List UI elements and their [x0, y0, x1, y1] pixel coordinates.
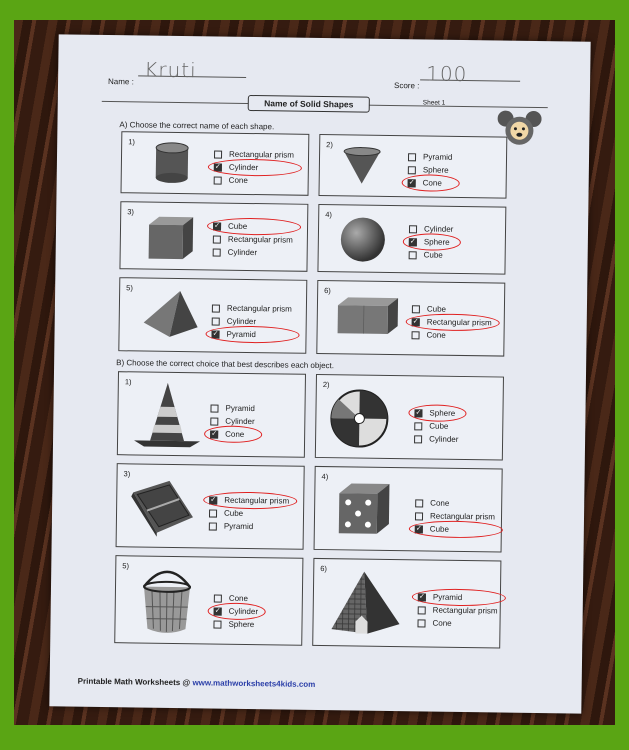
worksheet-title: Name of Solid Shapes: [248, 95, 370, 113]
checkbox[interactable]: ✓: [214, 163, 221, 171]
option-rectangular-prism[interactable]: [418, 603, 498, 617]
option-label: Rectangular prism: [228, 149, 295, 160]
question-a6: [316, 280, 505, 357]
option-sphere[interactable]: [409, 235, 454, 249]
checkbox[interactable]: ✓: [211, 430, 218, 438]
checkbox[interactable]: [214, 176, 222, 184]
checkbox[interactable]: [209, 509, 217, 517]
options: [210, 401, 255, 441]
checkbox[interactable]: [212, 304, 220, 312]
option-cylinder[interactable]: [214, 605, 259, 619]
option-label: Cube: [423, 250, 443, 260]
option-label: Cylinder: [225, 416, 255, 427]
question-number: 3): [127, 207, 134, 217]
traffic-cone-icon: [132, 378, 203, 449]
option-label: Cylinder: [429, 434, 459, 444]
section-b-title: B) Choose the correct choice that best describes each object.: [116, 358, 335, 371]
question-number: 5): [122, 561, 130, 571]
question-number: 3): [123, 469, 131, 479]
option-label: Cone: [225, 429, 245, 439]
option-cube[interactable]: [213, 219, 293, 233]
rectangular-prism-icon: [334, 293, 403, 338]
option-rectangular-prism[interactable]: [213, 232, 293, 246]
checkbox[interactable]: [417, 619, 425, 627]
question-number: 1): [128, 137, 135, 147]
section-a-title: A) Choose the correct name of each shape.: [119, 120, 275, 132]
option-label: Cylinder: [226, 316, 257, 327]
option-label: Cylinder: [423, 224, 454, 234]
checkbox[interactable]: [210, 404, 218, 412]
checkbox[interactable]: ✓: [418, 593, 425, 601]
score-value: 100: [426, 61, 468, 87]
checkbox[interactable]: [415, 512, 423, 520]
checkbox[interactable]: [412, 305, 420, 313]
checkbox[interactable]: ✓: [212, 330, 219, 338]
sheet-label: Sheet 1: [422, 99, 446, 107]
option-label: Rectangular prism: [227, 234, 293, 245]
option-sphere[interactable]: [414, 406, 459, 420]
options: [409, 222, 454, 262]
question-number: 4): [325, 210, 332, 220]
option-cube[interactable]: [414, 419, 459, 433]
options: [209, 493, 289, 533]
option-cube[interactable]: [209, 506, 289, 520]
question-number: 6): [324, 286, 331, 296]
question-number: 1): [124, 377, 132, 387]
option-label: Cube: [223, 508, 244, 518]
question-a3: [119, 201, 308, 272]
question-b3: [116, 463, 305, 550]
checkbox[interactable]: [213, 620, 221, 628]
option-label: Cylinder: [227, 247, 258, 258]
question-b5: [114, 555, 303, 646]
option-label: Cube: [426, 304, 447, 314]
checkbox[interactable]: ✓: [415, 409, 422, 417]
footer-prefix: Printable Math Worksheets @: [77, 676, 191, 688]
options: [417, 590, 497, 630]
option-pyramid[interactable]: [211, 327, 291, 341]
option-rectangular-prism[interactable]: [209, 493, 289, 507]
option-cube[interactable]: [409, 248, 454, 262]
question-number: 6): [320, 564, 328, 574]
beach-ball-icon: [328, 387, 391, 450]
footer: [78, 677, 316, 689]
checkbox[interactable]: [212, 317, 220, 325]
options: [415, 496, 495, 536]
checkbox[interactable]: [409, 225, 417, 233]
option-cone[interactable]: [417, 616, 497, 630]
option-label: Sphere: [228, 619, 255, 630]
option-label: Pyramid: [226, 329, 256, 340]
option-label: Cube: [227, 221, 248, 231]
checkbox[interactable]: ✓: [210, 496, 217, 504]
option-label: Cylinder: [228, 606, 259, 617]
option-label: Cone: [228, 593, 249, 604]
checkbox[interactable]: ✓: [408, 179, 415, 187]
option-label: Sphere: [422, 165, 449, 175]
option-pyramid[interactable]: [209, 519, 289, 533]
option-cylinder[interactable]: [213, 245, 293, 259]
checkbox[interactable]: [214, 150, 222, 158]
checkbox[interactable]: [213, 235, 221, 243]
option-label: Pyramid: [432, 592, 463, 603]
checkbox[interactable]: ✓: [214, 607, 221, 615]
option-pyramid[interactable]: [210, 401, 255, 415]
checkbox[interactable]: [409, 251, 417, 259]
checkbox[interactable]: [414, 422, 422, 430]
question-number: 4): [321, 472, 329, 482]
question-number: 2): [326, 140, 333, 150]
checkbox[interactable]: [412, 331, 420, 339]
checkbox[interactable]: ✓: [412, 318, 419, 326]
checkbox[interactable]: [214, 594, 222, 602]
option-label: Rectangular prism: [224, 495, 290, 506]
option-label: Cube: [429, 524, 450, 534]
pyramid-icon: [139, 286, 202, 343]
checkbox[interactable]: [408, 166, 416, 174]
question-a2: [318, 134, 507, 199]
option-label: Rectangular prism: [429, 511, 496, 522]
cube-icon: [145, 213, 198, 262]
photo-background: [14, 20, 615, 725]
options: [213, 592, 258, 632]
options: [408, 150, 453, 190]
option-label: Rectangular prism: [432, 605, 498, 616]
score-label: Score :: [393, 81, 420, 91]
option-cylinder[interactable]: [414, 432, 459, 446]
option-cone[interactable]: [415, 496, 495, 510]
option-cone[interactable]: [210, 427, 255, 441]
option-cone[interactable]: [214, 173, 294, 187]
option-cylinder[interactable]: [214, 160, 294, 174]
cone-icon: [342, 145, 383, 186]
question-number: 2): [322, 380, 330, 390]
footer-link[interactable]: www.mathworksheets4kids.com: [192, 678, 316, 689]
option-rectangular-prism[interactable]: [212, 301, 292, 315]
checkbox[interactable]: [213, 248, 221, 256]
checkbox[interactable]: ✓: [409, 238, 416, 246]
option-pyramid[interactable]: [408, 150, 453, 164]
checkbox[interactable]: ✓: [415, 525, 422, 533]
bucket-icon: [135, 562, 198, 637]
option-label: Cone: [430, 498, 450, 508]
option-label: Cube: [429, 421, 449, 431]
checkbox[interactable]: [414, 435, 422, 443]
option-label: Cone: [426, 330, 446, 340]
name-value: Kruti: [144, 57, 197, 83]
options: [213, 219, 293, 259]
options: [414, 406, 459, 446]
option-pyramid[interactable]: [418, 590, 498, 604]
checkbox[interactable]: [209, 522, 217, 530]
question-a4: [317, 204, 506, 275]
question-b4: [314, 466, 503, 553]
question-b1: [117, 371, 306, 458]
option-label: Rectangular prism: [426, 317, 492, 328]
options: [214, 148, 294, 188]
question-b6: [312, 558, 501, 649]
book-icon: [129, 476, 198, 537]
option-cube[interactable]: [415, 522, 495, 536]
question-number: 5): [126, 283, 133, 293]
option-cone[interactable]: [411, 328, 491, 342]
option-label: Sphere: [429, 408, 456, 418]
checkbox[interactable]: [418, 606, 426, 614]
name-label: Name :: [108, 77, 134, 87]
checkbox[interactable]: [408, 153, 416, 161]
question-a1: [121, 131, 310, 196]
option-rectangular-prism[interactable]: [412, 315, 492, 329]
option-label: Rectangular prism: [226, 303, 292, 314]
option-cone[interactable]: [408, 176, 453, 190]
dice-icon: [335, 479, 394, 538]
question-b2: [315, 374, 504, 461]
question-a5: [118, 277, 307, 354]
option-label: Pyramid: [422, 152, 453, 162]
option-label: Pyramid: [225, 403, 255, 414]
option-label: Sphere: [423, 237, 450, 247]
checkbox[interactable]: [210, 417, 218, 425]
option-label: Cylinder: [228, 162, 259, 173]
option-label: Pyramid: [223, 521, 254, 532]
checkbox[interactable]: [415, 499, 423, 507]
sphere-icon: [339, 215, 388, 264]
option-label: Cone: [228, 175, 248, 185]
checkbox[interactable]: ✓: [214, 222, 221, 230]
option-label: Cone: [432, 618, 452, 628]
options: [211, 301, 291, 341]
great-pyramid-icon: [327, 569, 404, 636]
option-sphere[interactable]: [213, 618, 258, 632]
cylinder-icon: [152, 141, 193, 186]
option-label: Cone: [422, 178, 442, 188]
options: [411, 302, 491, 342]
worksheet: [49, 34, 590, 713]
